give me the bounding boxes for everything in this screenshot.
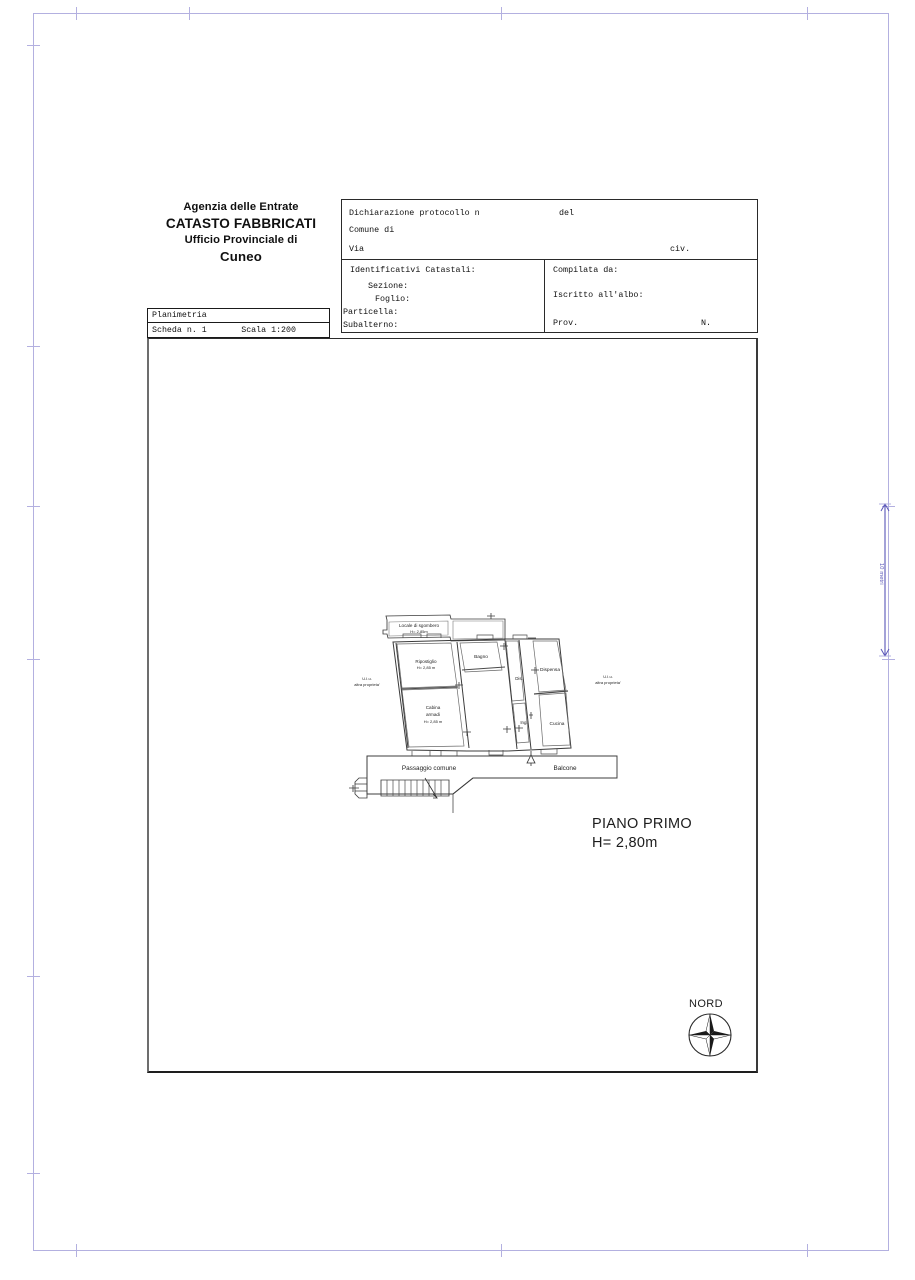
label-left-adjacent-l2: altra proprieta' (354, 682, 380, 687)
civ-label: civ. (670, 244, 691, 254)
label-passaggio-comune: Passaggio comune (401, 765, 457, 772)
agency-line-3: Ufficio Provinciale di (184, 233, 298, 246)
planimetria-scheda-row (148, 323, 329, 337)
stair-landing (349, 778, 367, 798)
registration-tick (501, 1244, 502, 1257)
particella-label: Particella: (343, 307, 399, 317)
label-cabina-armadi-height: H= 2,85 m (423, 719, 443, 724)
label-right-adjacent-l2: altra proprieta' (595, 680, 621, 685)
agency-line-4: Cuneo (219, 248, 263, 264)
label-dispensa: Dispensa (540, 668, 560, 673)
label-disimpegno: Dis. (515, 676, 523, 681)
registration-tick (27, 506, 40, 507)
n-label: N. (701, 318, 712, 328)
planimetria-info-box (147, 308, 330, 338)
prov-label: Prov. (553, 318, 579, 328)
comune-label: Comune di (349, 225, 395, 235)
registration-tick (807, 1244, 808, 1257)
label-bagno: Bagno (474, 655, 488, 660)
compilata-label: Compilata da: (553, 265, 619, 275)
foglio-label: Foglio: (375, 294, 411, 304)
agency-line-1: Agenzia delle Entrate (183, 201, 299, 213)
north-compass-block (686, 998, 742, 1064)
agency-line-2: CATASTO FABBRICATI (165, 215, 317, 231)
scale-bar-label: 10 metri (878, 563, 884, 585)
registration-tick (27, 1173, 40, 1174)
scala-value: Scala 1:200 (241, 325, 296, 335)
protocol-header-table (341, 199, 758, 333)
window-symbols (403, 634, 557, 756)
balcone-access-arrow (527, 751, 535, 766)
room-locale-sgombero (383, 615, 505, 641)
registration-tick (76, 7, 77, 20)
del-label: del (559, 208, 575, 218)
floor-height: H= 2,80m (592, 834, 658, 851)
registration-tick (807, 7, 808, 20)
iscritto-label: Iscritto all'albo: (553, 290, 644, 300)
label-locale-sgombero-height: H= 2,85m (410, 629, 428, 634)
wall-left-party (396, 643, 408, 748)
wall-corridor-right (519, 640, 531, 749)
wall-diagonal-cut (453, 778, 473, 794)
floor-name: PIANO PRIMO (592, 816, 692, 832)
dichiarazione-label: Dichiarazione protocollo n (349, 208, 480, 218)
protocol-upper-section (342, 200, 757, 260)
registration-tick (501, 7, 502, 20)
wall-bagno-south (462, 667, 505, 670)
subalterno-label: Subalterno: (343, 320, 399, 330)
label-cucina: Cucina (549, 722, 565, 727)
registration-tick (189, 7, 190, 20)
scheda-number: Scheda n. 1 (152, 325, 207, 335)
floor-plan-drawing (345, 608, 645, 820)
label-left-adjacent-l1: U.I.u. (362, 676, 372, 681)
floor-designation-block (592, 815, 692, 852)
room-cabina-armadi (402, 688, 464, 747)
registration-tick (27, 976, 40, 977)
registration-tick (27, 45, 40, 46)
passaggio-balcone-strip (367, 756, 617, 794)
scale-reference-bar (877, 500, 893, 660)
identificativi-label: Identificativi Catastali: (350, 265, 476, 275)
identificativi-catastali-cell (342, 260, 545, 332)
sezione-label: Sezione: (368, 281, 409, 291)
label-right-adjacent-l1: U.I.u. (603, 674, 613, 679)
compilata-da-cell (545, 260, 757, 332)
compass-label: NORD (689, 998, 723, 1010)
room-dispensa (533, 641, 566, 692)
planimetria-title: Planimetria (152, 311, 207, 320)
compass-rose-icon (686, 1011, 734, 1059)
protocol-lower-section (342, 260, 757, 332)
label-ripostiglio-height: H= 2,85 m (416, 665, 436, 670)
label-cabina-armadi-l2: armadi (425, 712, 441, 717)
label-ingresso: Ing. (520, 720, 528, 725)
label-balcone: Balcone (553, 765, 577, 772)
staircase (381, 778, 449, 798)
agency-title-block (146, 200, 336, 265)
registration-tick (27, 346, 40, 347)
registration-tick (27, 659, 40, 660)
planimetria-title-row (148, 309, 329, 323)
label-cabina-armadi-l1: Cabina (425, 705, 441, 710)
via-label: Via (349, 244, 365, 254)
registration-tick (76, 1244, 77, 1257)
label-locale-sgombero: Locale di sgombero (398, 623, 440, 628)
label-ripostiglio: Ripostiglio (415, 659, 437, 664)
